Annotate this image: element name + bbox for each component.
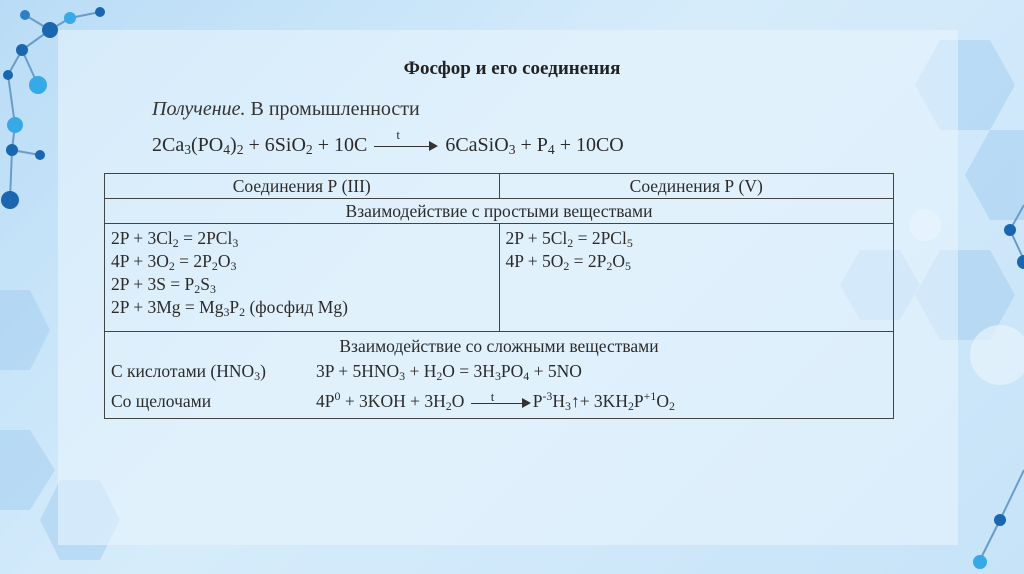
p5-reaction: $4P + 5O_2 = 2P_2O_5$ bbox=[505, 251, 631, 273]
table-header-row bbox=[105, 174, 894, 199]
p3-reactions-cell bbox=[105, 224, 500, 332]
p3-reaction: $2P + 3Mg = Mg_3P_2$ (фосфид Mg) bbox=[111, 297, 348, 319]
alkali-reaction-left: $4P^0 + 3KOH + 3H_2O$ bbox=[316, 389, 465, 413]
page-title: Фосфор и его соединения bbox=[403, 58, 621, 79]
industrial-reaction bbox=[152, 127, 624, 157]
section1-title: Взаимодействие с простыми веществами bbox=[105, 199, 894, 224]
p5-reactions-cell bbox=[499, 224, 894, 332]
condition-label: t bbox=[490, 388, 495, 404]
compounds-table bbox=[104, 173, 894, 419]
p5-reaction: $2P + 5Cl_2 = 2PCl_5$ bbox=[505, 228, 633, 250]
alkali-reaction-right: $P^{-3}H_3↑+ 3KH_2P^{+1}O_2$ bbox=[532, 389, 675, 413]
section2-row bbox=[105, 332, 894, 419]
alkali-label: Со щелочами bbox=[111, 391, 212, 411]
p3-reaction: $2P + 3S = P_2S_3$ bbox=[111, 274, 216, 296]
condition-label: t bbox=[396, 127, 400, 143]
section1-row bbox=[105, 199, 894, 224]
section2-title: Взаимодействие со сложными веществами bbox=[339, 336, 659, 356]
acid-reaction: $3P + 5HNO_3 + H_2O = 3H_3PO_4 + 5NO$ bbox=[316, 361, 582, 383]
reaction-right: 6CaSiO$_3$ + $P_4 + 10CO$ bbox=[445, 134, 624, 157]
heading-italic: Получение. bbox=[152, 98, 246, 120]
p3-reaction: $2P + 3Cl_2 = 2PCl_3$ bbox=[111, 228, 239, 250]
heading-rest: В промышленности bbox=[250, 98, 420, 120]
alkali-row bbox=[111, 388, 887, 414]
arrow-icon bbox=[471, 388, 531, 410]
arrow-icon bbox=[374, 127, 438, 153]
acid-label: С кислотами $(HNO_3)$ bbox=[111, 361, 266, 383]
reactions-row bbox=[105, 224, 894, 332]
acid-row bbox=[111, 358, 887, 384]
complex-reactions-cell bbox=[105, 332, 894, 419]
reaction-left: $2Ca_3(PO_4)_2 + 6SiO_2 + 10C$ bbox=[152, 134, 368, 157]
p3-reaction: $4P + 3O_2 = 2P_2O_3$ bbox=[111, 251, 237, 273]
section-heading bbox=[152, 98, 420, 121]
header-p5: Соединения Р (V) bbox=[499, 174, 894, 199]
header-p3: Соединения Р (III) bbox=[105, 174, 500, 199]
